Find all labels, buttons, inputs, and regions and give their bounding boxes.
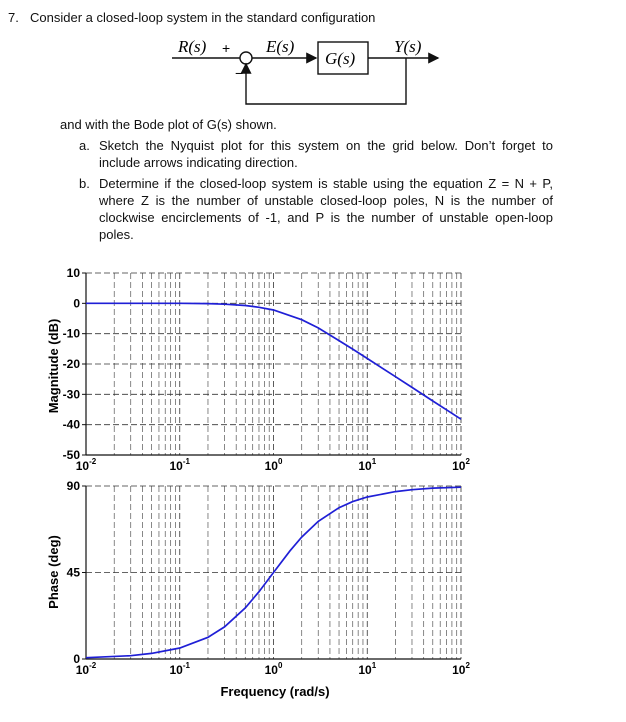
magnitude-ytick-label: -10	[62, 326, 80, 341]
minus-sign: −	[235, 65, 244, 81]
magnitude-xtick-label: $10^{-2}$	[75, 457, 97, 473]
magnitude-axis-label: Magnitude (dB)	[46, 318, 61, 414]
part-a-text: Sketch the Nyquist plot for this system on the grid below. Don’t forget to include arrows indicating direction.	[99, 138, 553, 170]
phase-xtick-label: $10^0$	[264, 661, 283, 677]
magnitude-xtick-label: $10^{-1}$	[169, 457, 190, 473]
magnitude-ytick-label: -50	[62, 448, 80, 462]
phase-axis-label: Phase (deg)	[46, 535, 61, 609]
magnitude-xtick-label: $10^0$	[264, 457, 283, 473]
magnitude-ytick-label: 10	[66, 266, 80, 280]
phase-xtick-label: $10^2$	[452, 661, 470, 677]
phase-xtick-label: $10^1$	[358, 661, 377, 677]
output-label: Y(s)	[394, 37, 422, 56]
phase-ytick-label: 90	[66, 479, 80, 493]
question-prompt: Consider a closed-loop system in the standard configuration	[30, 10, 376, 25]
question-number: 7.	[8, 10, 19, 25]
frequency-axis-label: Frequency (rad/s)	[220, 684, 330, 699]
phase-xtick-label: $10^{-1}$	[169, 661, 190, 677]
part-a-label: a.	[79, 138, 90, 153]
phase-plot	[67, 479, 471, 677]
magnitude-ytick-label: -20	[62, 357, 80, 371]
intro-text: and with the Bode plot of G(s) shown.	[60, 117, 277, 132]
magnitude-xtick-label: $10^1$	[358, 457, 377, 473]
phase-ytick-label: 0	[73, 652, 80, 666]
plus-sign: +	[222, 40, 231, 56]
magnitude-xtick-label: $10^2$	[452, 457, 470, 473]
magnitude-ytick-label: -30	[62, 387, 80, 402]
magnitude-ytick-label: 0	[73, 296, 80, 311]
error-label: E(s)	[266, 37, 295, 56]
phase-ytick-label: 45	[66, 565, 80, 580]
magnitude-plot	[63, 266, 471, 473]
input-label: R(s)	[178, 37, 207, 56]
part-b-label: b.	[79, 176, 90, 191]
phase-xtick-label: $10^{-2}$	[75, 661, 97, 677]
plant-label: G(s)	[325, 49, 356, 68]
part-b-text: Determine if the closed-loop system is stable using the equation Z = N + P, where Z is the number of unstable closed-loop poles, N is the number of clockwise encirclements of -1, and P is the number of unstable open-loop poles.	[99, 176, 553, 242]
magnitude-ytick-label: -40	[62, 417, 80, 432]
